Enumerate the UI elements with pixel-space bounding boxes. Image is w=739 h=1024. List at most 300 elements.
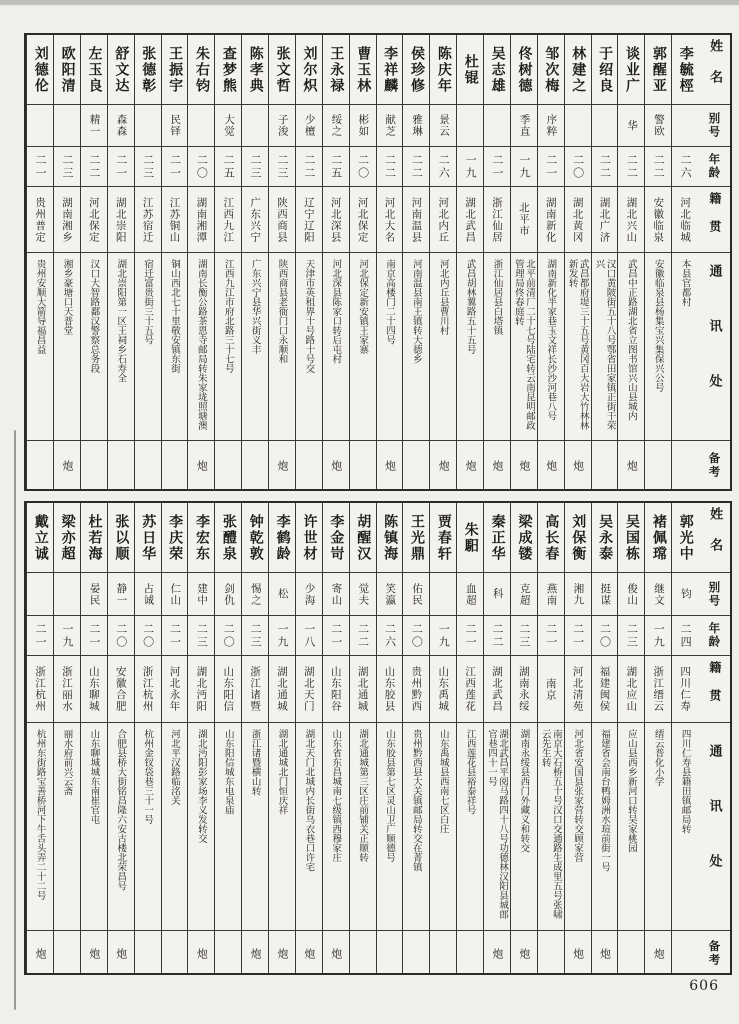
entry-name-cell — [135, 35, 161, 105]
entry-alias-cell — [323, 105, 349, 147]
entry-name-cell-text: 陈庆年 — [435, 45, 452, 94]
entry-alias-cell-text: 民铎 — [169, 114, 182, 137]
entry-age-cell — [403, 616, 429, 656]
entry-name-cell — [645, 35, 671, 105]
entry-name-cell-text: 侯珍修 — [409, 45, 426, 94]
entry-name-cell — [54, 503, 80, 573]
entry-column — [241, 503, 268, 973]
header-native-place-label: 籍贯 — [707, 191, 722, 248]
entry-name-cell — [350, 503, 376, 573]
entry-age-cell — [592, 147, 618, 187]
entry-address-cell — [350, 253, 376, 441]
entry-alias-cell-text: 松 — [276, 588, 289, 600]
entry-name-cell — [296, 35, 322, 105]
entry-alias-cell-text: 占诚 — [142, 582, 155, 606]
entry-remark-cell-text: 炮 — [652, 947, 666, 959]
entry-remark-cell-text: 炮 — [598, 947, 612, 959]
entry-alias-cell — [511, 573, 537, 616]
entry-remark-cell-text: 炮 — [114, 947, 128, 959]
entry-alias-cell — [430, 573, 456, 616]
entry-age-cell — [323, 147, 349, 187]
entry-age-cell-text: 二一 — [34, 153, 48, 180]
header-column — [698, 35, 730, 489]
entry-alias-cell — [403, 105, 429, 147]
entry-address-cell — [54, 723, 80, 931]
entry-address-cell — [457, 253, 483, 441]
entry-alias-cell-text: 佑民 — [411, 582, 424, 606]
entry-alias-cell — [484, 573, 510, 616]
entry-alias-cell — [645, 573, 671, 616]
entry-alias-cell — [108, 105, 134, 147]
entry-name-cell-text: 邹次梅 — [543, 45, 560, 94]
entry-address-cell-text: 福建省会南台鸭姆洲水瑄前街一号 — [599, 729, 611, 872]
entry-address-cell — [269, 253, 295, 441]
page-number: 606 — [689, 978, 719, 994]
entry-address-cell-text: 南京大石桥五十号汉口交通路生成里五号张啸云先生转 — [539, 729, 562, 919]
entry-name-cell — [162, 35, 188, 105]
entry-native-place-cell — [323, 656, 349, 723]
entry-remark-cell-text: 炮 — [571, 459, 585, 471]
entry-age-cell-text: 二三 — [60, 153, 74, 180]
entry-native-place-cell-text: 湖南湘乡 — [60, 196, 73, 243]
entry-name-cell — [108, 35, 134, 105]
entry-age-cell — [645, 147, 671, 187]
header-native-place — [698, 656, 730, 723]
entry-name-cell-text: 欧阳清 — [59, 45, 76, 94]
entry-alias-cell — [162, 573, 188, 616]
entry-address-cell — [538, 253, 564, 441]
entry-address-cell-text: 北平前清厂二十七号陆宅转云南昆明邮政管理局佟春庭转 — [512, 259, 536, 430]
entry-name-cell-text: 杜锟 — [462, 53, 479, 86]
entry-age-cell — [377, 147, 403, 187]
entry-address-cell — [565, 253, 591, 441]
entry-native-place-cell-text: 河北保定 — [87, 196, 100, 243]
entry-name-cell-text: 褚佩瑺 — [650, 513, 667, 562]
entry-address-cell-text: 湖南新化半家巷玉文祥长沙沙河巷八号 — [545, 259, 557, 421]
entry-remark-cell — [108, 441, 134, 489]
entry-native-place-cell-text: 湖北崇阳 — [114, 196, 127, 243]
entry-alias-cell-text: 克超 — [518, 582, 531, 606]
header-age — [698, 147, 730, 187]
entry-alias-cell-text: 景云 — [437, 114, 450, 137]
entry-age-cell-text: 一九 — [464, 153, 478, 180]
entry-alias-cell — [162, 105, 188, 147]
entry-age-cell-text: 二三 — [249, 153, 263, 180]
entry-column — [456, 35, 483, 489]
entry-address-cell — [538, 723, 564, 931]
entry-name-cell — [484, 503, 510, 573]
header-alias-label: 别号 — [707, 580, 722, 608]
scan-edge-artifact — [0, 0, 739, 5]
entry-column — [53, 35, 80, 489]
header-address — [698, 723, 730, 931]
entry-alias-cell-text: 少檀 — [303, 114, 316, 137]
entry-address-cell — [81, 253, 107, 441]
entry-native-place-cell — [296, 656, 322, 723]
entry-native-place-cell — [323, 187, 349, 253]
entry-remark-cell — [350, 931, 376, 975]
entry-name-cell — [27, 503, 53, 573]
entry-alias-cell — [430, 105, 456, 147]
entry-name-cell-text: 秦正华 — [489, 513, 506, 562]
entry-native-place-cell-text: 江苏宿迁 — [141, 196, 154, 243]
entry-name-cell — [484, 35, 510, 105]
header-age — [698, 616, 730, 656]
entry-address-cell — [323, 253, 349, 441]
entry-native-place-cell-text: 河北临城 — [679, 196, 692, 243]
entry-age-cell — [215, 147, 241, 187]
entry-remark-cell — [672, 441, 698, 489]
entry-native-place-cell — [645, 187, 671, 253]
entry-alias-cell — [484, 105, 510, 147]
entry-name-cell-text: 王永禄 — [328, 45, 345, 94]
entry-age-cell-text: 二〇 — [222, 622, 236, 649]
entry-name-cell — [511, 503, 537, 573]
entry-native-place-cell — [672, 187, 698, 253]
entry-remark-cell-text: 炮 — [275, 947, 289, 959]
entry-age-cell-text: 二一 — [544, 622, 558, 649]
entry-native-place-cell-text: 山东聊城 — [87, 666, 100, 712]
entry-name-cell — [645, 503, 671, 573]
entry-column — [134, 35, 161, 489]
entry-age-cell — [511, 616, 537, 656]
entry-remark-cell — [296, 931, 322, 975]
entry-alias-cell — [242, 105, 268, 147]
entry-column — [376, 35, 403, 489]
entry-alias-cell-text: 绥之 — [330, 114, 343, 137]
entry-native-place-cell-text: 湖北武昌 — [490, 666, 503, 712]
entry-remark-cell — [81, 931, 107, 975]
entry-age-cell-text: 二三 — [249, 622, 263, 649]
entry-age-cell-text: 二一 — [329, 622, 343, 649]
entry-age-cell-text: 二一 — [168, 622, 182, 649]
entry-column — [214, 35, 241, 489]
entry-native-place-cell-text: 江西九江 — [222, 196, 235, 243]
entry-remark-cell — [484, 931, 510, 975]
entry-name-cell — [323, 503, 349, 573]
entry-native-place-cell-text: 辽宁辽阳 — [302, 196, 315, 243]
entry-address-cell-text: 贵州安顺大箭导福昌益 — [34, 259, 46, 354]
entry-alias-cell — [54, 573, 80, 616]
entry-address-cell-text: 浙江仙居县白塔镇 — [491, 259, 503, 335]
entry-remark-cell — [430, 931, 456, 975]
entry-native-place-cell — [242, 656, 268, 723]
entry-alias-cell — [350, 105, 376, 147]
entry-name-cell — [538, 503, 564, 573]
entry-age-cell — [672, 147, 698, 187]
header-age-label: 年龄 — [707, 622, 722, 649]
entry-column — [617, 503, 644, 973]
entry-column — [295, 35, 322, 489]
header-address-label: 通讯处 — [706, 264, 722, 429]
entry-native-place-cell — [215, 656, 241, 723]
entry-address-cell-text: 河北省安国县张家营转交顾家营 — [572, 729, 584, 862]
entry-address-cell — [269, 723, 295, 931]
entry-address-cell — [430, 723, 456, 931]
entry-address-cell — [403, 253, 429, 441]
entry-name-cell-text: 钟乾敦 — [247, 513, 264, 562]
entry-address-cell — [672, 253, 698, 441]
entry-address-cell — [81, 723, 107, 931]
entry-address-cell-text: 合肥县桥大街铭昌隆六安古楼北荣昌号 — [115, 729, 127, 891]
entry-remark-cell — [54, 441, 80, 489]
entry-age-cell-text: 一九 — [652, 622, 666, 649]
entry-address-cell-text: 武昌胡林翼路五十五号 — [464, 259, 476, 354]
entry-address-cell-text: 天津市英租界十号路十号交 — [303, 259, 315, 373]
entry-name-cell — [215, 35, 241, 105]
entry-alias-cell — [538, 573, 564, 616]
entry-remark-cell — [592, 931, 618, 975]
entry-age-cell — [457, 616, 483, 656]
entry-name-cell-text: 胡醒汉 — [355, 513, 372, 562]
entry-native-place-cell-text: 河北内丘 — [437, 196, 450, 243]
entry-column — [26, 503, 53, 973]
entry-address-cell — [484, 253, 510, 441]
entry-column — [591, 503, 618, 973]
entry-address-cell — [108, 253, 134, 441]
entry-address-cell — [350, 723, 376, 931]
entry-name-cell-text: 杜若海 — [86, 513, 103, 562]
entry-alias-cell-text: 燕南 — [545, 582, 558, 606]
entry-name-cell-text: 郭醒亚 — [650, 45, 667, 94]
entry-alias-cell — [242, 573, 268, 616]
entry-remark-cell-text: 炮 — [464, 459, 478, 471]
entry-remark-cell — [565, 931, 591, 975]
entry-address-cell — [377, 253, 403, 441]
header-native-place — [698, 187, 730, 253]
entry-age-cell-text: 二〇 — [195, 153, 209, 180]
entry-remark-cell — [511, 931, 537, 975]
entry-column — [53, 503, 80, 973]
entry-alias-cell-text: 子浚 — [276, 114, 289, 137]
entry-native-place-cell — [108, 656, 134, 723]
entry-column — [671, 35, 698, 489]
entry-column — [268, 35, 295, 489]
entry-age-cell-text: 一八 — [302, 622, 316, 649]
header-alias-label: 别号 — [707, 112, 722, 139]
entry-alias-cell-text: 湘九 — [572, 582, 585, 606]
entry-name-cell-text: 陈孝典 — [247, 45, 264, 94]
entry-alias-cell — [377, 573, 403, 616]
entry-age-cell-text: 二一 — [544, 153, 558, 180]
entry-native-place-cell-text: 湖北沔阳 — [195, 666, 208, 712]
entry-native-place-cell — [27, 656, 53, 723]
entry-name-cell-text: 张醴泉 — [220, 513, 237, 562]
header-alias — [698, 573, 730, 616]
entry-column — [644, 503, 671, 973]
entry-address-cell — [592, 723, 618, 931]
entry-name-cell — [296, 503, 322, 573]
entry-column — [456, 503, 483, 973]
entry-alias-cell-text: 惕之 — [249, 582, 262, 606]
header-address-label: 通讯处 — [706, 744, 722, 909]
entry-native-place-cell-text: 安徽临泉 — [652, 196, 665, 243]
entry-native-place-cell-text: 南京 — [544, 677, 557, 701]
entry-address-cell — [592, 253, 618, 441]
entry-age-cell — [135, 616, 161, 656]
entry-column — [537, 35, 564, 489]
entry-alias-cell-text: 静一 — [115, 582, 128, 606]
entry-name-cell — [323, 35, 349, 105]
entry-age-cell — [162, 147, 188, 187]
entry-native-place-cell — [135, 187, 161, 253]
entry-remark-cell — [54, 931, 80, 975]
entry-age-cell-text: 二五 — [329, 153, 343, 180]
entry-age-cell-text: 二〇 — [410, 622, 424, 649]
entry-name-cell — [672, 35, 698, 105]
entry-address-cell-text: 贵州黔西县大关镇邮局转交在菁镇 — [410, 729, 422, 872]
entry-name-cell-text: 高长春 — [543, 513, 560, 562]
entry-remark-cell — [430, 441, 456, 489]
entry-name-cell — [672, 503, 698, 573]
entry-address-cell — [296, 253, 322, 441]
entry-column — [80, 503, 107, 973]
entry-age-cell — [511, 147, 537, 187]
entry-remark-cell-text: 炮 — [34, 947, 48, 959]
entry-age-cell — [296, 616, 322, 656]
entry-age-cell-text: 二〇 — [141, 622, 155, 649]
entry-name-cell — [162, 503, 188, 573]
entry-name-cell — [565, 503, 591, 573]
entry-remark-cell — [323, 441, 349, 489]
entry-column — [402, 503, 429, 973]
entry-age-cell — [323, 616, 349, 656]
entry-remark-cell-text: 炮 — [625, 459, 639, 471]
entry-age-cell-text: 一九 — [275, 622, 289, 649]
entry-name-cell-text: 李毓桱 — [677, 45, 694, 94]
entry-name-cell-text: 曹玉林 — [355, 45, 372, 94]
entry-alias-cell-text: 俊山 — [626, 582, 639, 606]
entry-remark-cell — [645, 931, 671, 975]
entry-name-cell-text: 佟树德 — [516, 45, 533, 94]
entry-native-place-cell-text: 四川仁寿 — [679, 666, 692, 712]
entry-remark-cell — [484, 441, 510, 489]
entry-name-cell — [403, 35, 429, 105]
entry-age-cell — [108, 616, 134, 656]
entry-name-cell — [403, 503, 429, 573]
entry-age-cell — [350, 147, 376, 187]
entry-native-place-cell — [403, 656, 429, 723]
entry-age-cell-text: 二〇 — [114, 622, 128, 649]
entry-native-place-cell — [296, 187, 322, 253]
entry-alias-cell — [592, 573, 618, 616]
entry-address-cell-text: 湖北通城第三区庄前铺关正顺转 — [357, 729, 369, 862]
entry-alias-cell — [188, 573, 214, 616]
entry-remark-cell — [538, 931, 564, 975]
entry-age-cell-text: 二一 — [490, 153, 504, 180]
entry-column — [134, 503, 161, 973]
entry-age-cell-text: 二六 — [383, 622, 397, 649]
entry-age-cell — [430, 147, 456, 187]
entry-native-place-cell-text: 湖北武昌 — [464, 196, 477, 243]
entry-alias-cell — [618, 105, 644, 147]
entry-native-place-cell-text: 江苏铜山 — [168, 196, 181, 243]
entry-column — [322, 35, 349, 489]
entry-remark-cell — [403, 441, 429, 489]
entry-age-cell — [672, 616, 698, 656]
entry-remark-cell — [377, 931, 403, 975]
entry-column — [214, 503, 241, 973]
entry-age-cell — [188, 147, 214, 187]
entry-native-place-cell — [538, 187, 564, 253]
entry-column — [161, 503, 188, 973]
entry-age-cell-text: 二一 — [571, 622, 585, 649]
entry-age-cell-text: 二二 — [625, 153, 639, 180]
entry-name-cell — [592, 503, 618, 573]
entry-age-cell — [296, 147, 322, 187]
entry-address-cell-text: 湖北通城北门恒庆祥 — [276, 729, 288, 815]
entry-remark-cell-text: 炮 — [195, 947, 209, 959]
entry-address-cell — [430, 253, 456, 441]
entry-remark-cell-text: 炮 — [195, 459, 209, 471]
entry-native-place-cell-text: 陕西商县 — [275, 196, 288, 243]
entry-native-place-cell — [511, 187, 537, 253]
entry-age-cell-text: 二五 — [222, 153, 236, 180]
entry-alias-cell-text: 雅琳 — [411, 114, 424, 137]
entry-remark-cell — [457, 931, 483, 975]
entry-native-place-cell-text: 浙江丽水 — [60, 666, 73, 712]
entry-remark-cell — [242, 931, 268, 975]
entry-address-cell — [565, 723, 591, 931]
header-remark — [698, 931, 730, 975]
entry-native-place-cell-text: 广东兴宁 — [249, 196, 262, 243]
entry-native-place-cell-text: 浙江缙云 — [652, 666, 665, 712]
entry-address-cell-text: 湘乡豪塘口天普堂 — [61, 259, 73, 335]
entry-address-cell-text: 应山县西乡新河口转吴家桃园 — [625, 729, 637, 853]
entry-column — [349, 503, 376, 973]
entry-name-cell — [511, 35, 537, 105]
entry-remark-cell — [162, 931, 188, 975]
entry-name-cell-text: 贾春轩 — [435, 513, 452, 562]
entry-native-place-cell — [618, 656, 644, 723]
entry-column — [429, 35, 456, 489]
entry-column — [268, 503, 295, 973]
entry-address-cell-text: 河北平汉路临洺关 — [169, 729, 181, 805]
entry-address-cell-text: 武昌都府堤三十五号黄冈百大岩大竹林林新发转 — [566, 259, 589, 430]
entry-age-cell-text: 二二 — [383, 153, 397, 180]
entry-native-place-cell — [457, 656, 483, 723]
entry-column — [187, 35, 214, 489]
entry-address-cell — [215, 723, 241, 931]
entry-address-cell-text: 湖南长衡公路茶恩寺邮局转朱家垅照塘澳 — [195, 259, 207, 430]
entry-native-place-cell-text: 湖南永绥 — [517, 666, 530, 712]
entry-alias-cell-text: 少海 — [303, 582, 316, 606]
entry-name-cell-text: 林建之 — [570, 45, 587, 94]
entry-alias-cell-text: 警欧 — [652, 114, 665, 137]
entry-column — [537, 503, 564, 973]
entry-native-place-cell-text: 浙江杭州 — [141, 666, 154, 712]
entry-remark-cell — [162, 441, 188, 489]
entry-name-cell — [108, 503, 134, 573]
entry-address-cell — [645, 253, 671, 441]
entry-alias-cell — [565, 105, 591, 147]
entry-native-place-cell — [54, 187, 80, 253]
entry-alias-cell — [296, 105, 322, 147]
entry-remark-cell-text: 炮 — [249, 947, 263, 959]
entry-address-cell-text: 江西九江市府北路三十七号 — [222, 259, 234, 373]
entry-remark-cell-text: 炮 — [383, 459, 397, 471]
entry-age-cell — [242, 147, 268, 187]
entry-name-cell — [81, 503, 107, 573]
entry-name-cell-text: 李金岢 — [328, 513, 345, 562]
entry-age-cell-text: 二四 — [679, 622, 693, 649]
entry-column — [187, 503, 214, 973]
entry-address-cell-text: 缙云普化小学 — [652, 729, 664, 786]
entry-address-cell-text: 杭州金钗袋巷三十一号 — [142, 729, 154, 824]
entry-remark-cell-text: 炮 — [329, 947, 343, 959]
entry-name-cell-text: 李宏东 — [194, 513, 211, 562]
entry-native-place-cell-text: 浙江杭州 — [34, 666, 47, 712]
